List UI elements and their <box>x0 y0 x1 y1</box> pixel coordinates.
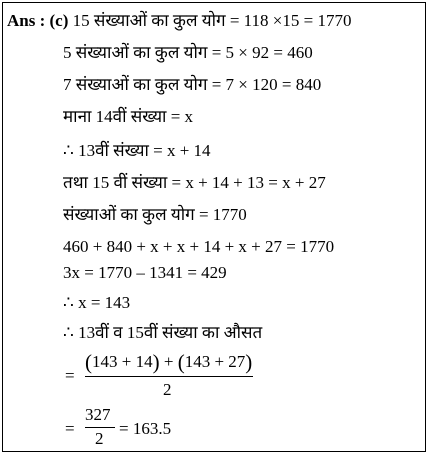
equals-sign-2: = <box>65 419 75 438</box>
solution-line-6: तथा 15 वीं संख्या = x + 14 + 13 = x + 27 <box>63 173 326 192</box>
solution-line-3: 7 संख्याओं का कुल योग = 7 × 120 = 840 <box>63 75 322 94</box>
solution-line-4: माना 14वीं संख्या = x <box>63 107 194 126</box>
solution-line-7: संख्याओं का कुल योग = 1770 <box>63 205 247 224</box>
fraction-1-numerator: (143 + 14) + (143 + 27) <box>85 350 253 374</box>
result-fraction-expression <box>65 405 245 451</box>
equals-sign-1: = <box>65 366 75 385</box>
fraction-2-numerator: 327 <box>85 405 111 424</box>
fraction-2-denominator: 2 <box>95 429 104 448</box>
solution-box <box>2 2 426 452</box>
solution-line-8: 460 + 840 + x + x + 14 + x + 27 = 1770 <box>63 237 335 256</box>
solution-line-11: ∴ 13वीं व 15वीं संख्या का औसत <box>63 323 263 342</box>
solution-line-2: 5 संख्याओं का कुल योग = 5 × 92 = 460 <box>63 43 313 62</box>
fraction-1-bar <box>85 376 253 377</box>
fraction-2-bar <box>85 427 115 428</box>
fraction-1-denominator: 2 <box>163 380 172 399</box>
solution-line-9: 3x = 1770 – 1341 = 429 <box>63 263 227 282</box>
total-sum-15-text: 15 संख्याओं का कुल योग = 118 ×15 = 1770 <box>72 11 352 30</box>
solution-line-1 <box>7 11 351 31</box>
average-fraction-expression <box>65 350 265 400</box>
solution-line-5: ∴ 13वीं संख्या = x + 14 <box>63 141 211 160</box>
answer-label: Ans : (c) <box>7 11 69 30</box>
final-result: = 163.5 <box>119 419 172 438</box>
solution-line-10: ∴ x = 143 <box>63 293 131 312</box>
